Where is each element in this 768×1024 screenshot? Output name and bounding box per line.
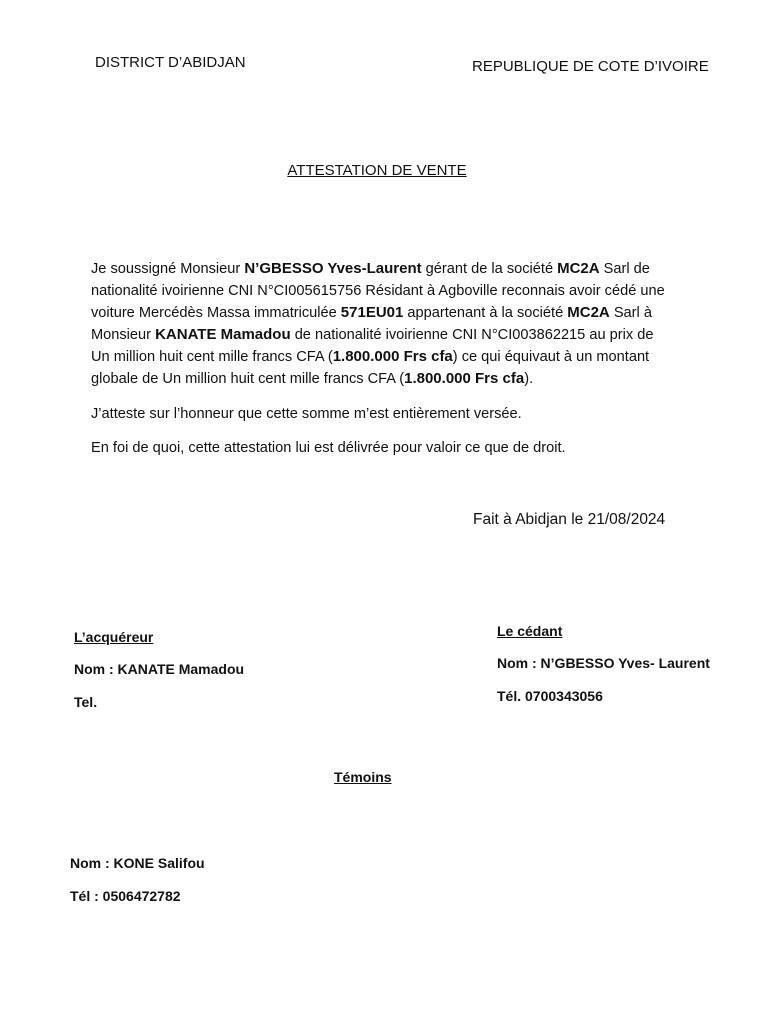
buyer-name-bold: KANATE Mamadou bbox=[155, 326, 291, 343]
company-name-bold: MC2A bbox=[557, 260, 600, 277]
paragraph-sale-statement bbox=[91, 258, 671, 390]
document-title: ATTESTATION DE VENTE bbox=[287, 162, 467, 179]
amount-bold: 1.800.000 Frs cfa bbox=[332, 348, 453, 365]
seller-name-bold: N’GBESSO Yves-Laurent bbox=[244, 260, 422, 277]
p1-text-3: Sarl de nationalité ivoirienne CNI N°CI005615756 Résidant à Agboville reconnais avoir cédé une voiture Mercédès Massa immatriculée bbox=[91, 261, 665, 321]
p1-text-8: ). bbox=[524, 371, 534, 387]
header-district: DISTRICT D’ABIDJAN bbox=[95, 54, 246, 71]
amount-bold-2: 1.800.000 Frs cfa bbox=[404, 370, 525, 387]
p1-text-5: Sarl à Monsieur bbox=[91, 305, 652, 343]
paragraph-3-text: En foi de quoi, cette attestation lui est délivrée pour valoir ce que de droit. bbox=[91, 440, 566, 456]
witness-tel: Tél : 0506472782 bbox=[70, 888, 181, 904]
p1-text-7: ) ce qui équivaut à un montant globale de Un million huit cent mille francs CFA ( bbox=[91, 349, 650, 387]
witness-name: Nom : KONE Salifou bbox=[70, 855, 205, 871]
header-republic: REPUBLIQUE DE COTE D’IVOIRE bbox=[472, 58, 709, 75]
plate-number-bold: 571EU01 bbox=[340, 304, 404, 321]
witness-label: Témoins bbox=[334, 769, 392, 785]
buyer-tel: Tel. bbox=[74, 694, 98, 710]
seller-label: Le cédant bbox=[497, 623, 563, 639]
p1-text-6: de nationalité ivoirienne CNI N°CI003862215 au prix de Un million huit cent mille francs CFA ( bbox=[91, 327, 654, 365]
buyer-label: L’acquéreur bbox=[74, 629, 154, 645]
company-name-bold-2: MC2A bbox=[567, 304, 610, 321]
paragraph-2-text: J’atteste sur l’honneur que cette somme m’est entièrement versée. bbox=[91, 406, 522, 422]
seller-tel: Tél. 0700343056 bbox=[497, 688, 603, 704]
paragraph-honor-statement bbox=[91, 403, 671, 425]
buyer-name: Nom : KANATE Mamadou bbox=[74, 661, 245, 677]
p1-text-2: gérant de la société bbox=[421, 261, 558, 277]
paragraph-closing bbox=[91, 437, 671, 459]
p1-text-4: appartenant à la société bbox=[403, 305, 568, 321]
p1-text-1: Je soussigné Monsieur bbox=[91, 261, 245, 277]
place-and-date: Fait à Abidjan le 21/08/2024 bbox=[473, 511, 666, 528]
seller-name: Nom : N’GBESSO Yves- Laurent bbox=[497, 655, 710, 671]
